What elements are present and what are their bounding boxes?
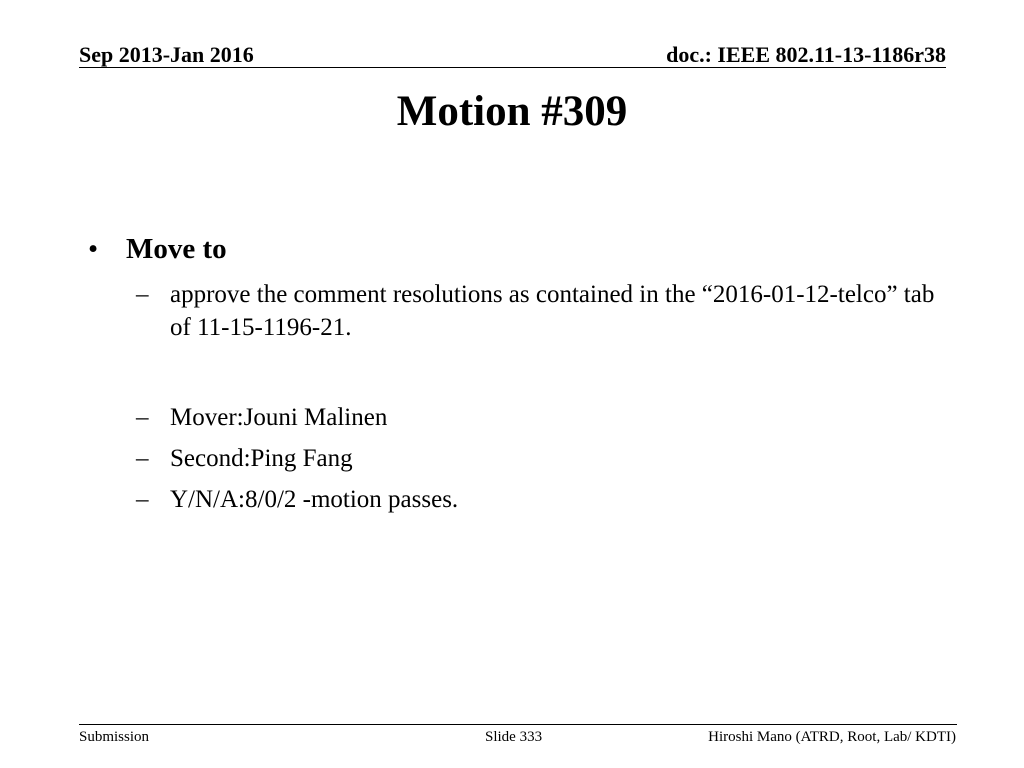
footer-author: Hiroshi Mano (ATRD, Root, Lab/ KDTI): [708, 729, 956, 745]
sub-item-vote-result: [136, 483, 936, 517]
dash-icon: –: [136, 486, 149, 513]
dash-icon: –: [136, 281, 149, 308]
sub-item-mover: [136, 401, 936, 435]
sub-item-text: Mover:Jouni Malinen: [170, 404, 388, 431]
slide-title: Motion #309: [396, 88, 628, 135]
sub-item-second: [136, 442, 936, 476]
main-bullet-text: Move to: [126, 233, 227, 265]
dash-icon: –: [136, 445, 149, 472]
sub-item-text: Second:Ping Fang: [170, 445, 353, 472]
footer-slide-number: Slide 333: [485, 729, 543, 745]
sub-item-resolution: [136, 278, 936, 348]
sub-item-text: Y/N/A:8/0/2 -motion passes.: [170, 486, 459, 513]
header-date-range: Sep 2013-Jan 2016: [79, 42, 254, 67]
bullet-icon: •: [88, 233, 99, 265]
sub-item-text: approve the comment resolutions as contained in the “2016-01-12-telco” tab of 11-15-1196-21.: [170, 281, 935, 341]
dash-icon: –: [136, 404, 149, 431]
footer-submission: Submission: [79, 729, 150, 745]
header-doc-id: doc.: IEEE 802.11-13-1186r38: [666, 42, 946, 67]
footer-divider: [79, 724, 957, 725]
